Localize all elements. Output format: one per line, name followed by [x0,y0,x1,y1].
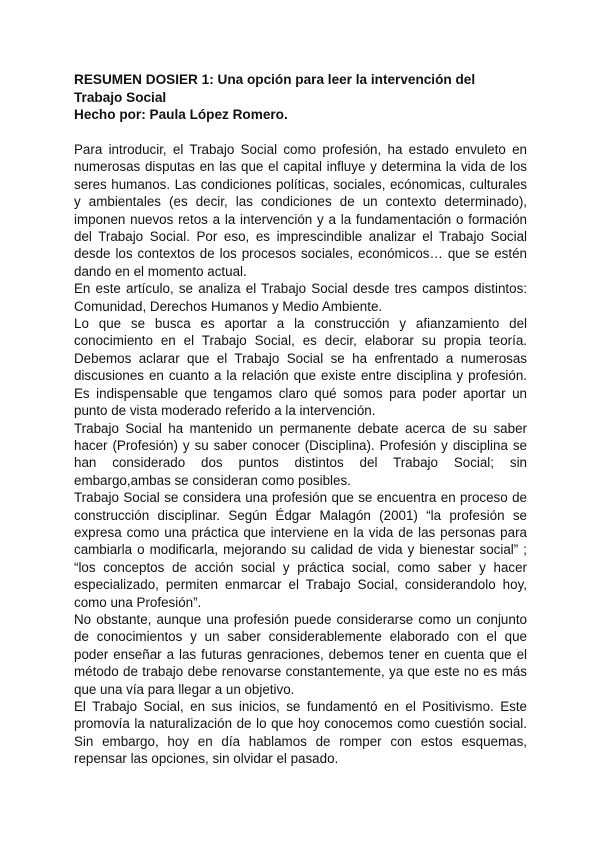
paragraph-theory: Lo que se busca es aportar a la construcción y afianzamiento del conocimiento en el Trabajo Social, es decir, elaborar su propia teoría. Debemos aclarar que el Trabajo Social se ha enfrentado a numerosas discusiones en cuanto a la relación que existe entre disciplina y profesión. Es indispensable que tengamos claro qué somos para poder aportar un punto de vista moderado referido a la intervención. [74,316,527,419]
paragraph-debate: Trabajo Social ha mantenido un permanente debate acerca de su saber hacer (Profesión) y su saber conocer (Disciplina). Profesión y disciplina se han considerado dos puntos distintos del Trabajo Social; sin embargo,ambas se consideran como posibles. [74,420,527,488]
document-body [74,141,527,768]
paragraph-introduction: Para introducir, el Trabajo Social como profesión, ha estado envuleto en numerosas disputas en las que el capital influye y determina la vida de los seres humanos. Las condiciones políticas, sociales, ecónomicas, culturales y ambientales (es decir, las condiciones de un contexto determinado), imponen nuevos retos a la intervención y a la fundamentación o formación del Trabajo Social. Por eso, es imprescindible analizar el Trabajo Social desde los contextos de los procesos sociales, económicos… que se estén dando en el momento actual. [74,142,527,279]
document-author: Hecho por: Paula López Romero. [74,107,288,122]
document-page [74,71,527,768]
document-title: RESUMEN DOSIER 1: Una opción para leer la intervención del Trabajo Social [74,72,476,105]
paragraph-fields: En este artículo, se analiza el Trabajo Social desde tres campos distintos: Comunidad, Derechos Humanos y Medio Ambiente. [74,281,527,314]
paragraph-profession: Trabajo Social se considera una profesión que se encuentra en proceso de construcción disciplinar. Según Édgar Malagón (2001) “la profesión se expresa como una práctica que interviene en la vida de las personas para cambiarla o modificarla, mejorando su calidad de vida y bienestar social” ; “los conceptos de acción social y práctica social, como saber y hacer especializado, permiten enmarcar el Trabajo Social, considerandolo hoy, como una Profesión”. [74,490,527,610]
paragraph-method: No obstante, aunque una profesión puede considerarse como un conjunto de conocimientos y un saber considerablemente elaborado con el que poder enseñar a las futuras genraciones, debemos tener en cuenta que el método de trabajo debe renovarse constantemente, ya que este no es más que una vía para llegar a un objetivo. [74,611,527,697]
paragraph-positivism: El Trabajo Social, en sus inicios, se fundamentó en el Positivismo. Este promovía la naturalización de lo que hoy conocemos como cuestión social. Sin embargo, hoy en día hablamos de romper con estos esquemas, repensar las opciones, sin olvidar el pasado. [74,699,527,767]
